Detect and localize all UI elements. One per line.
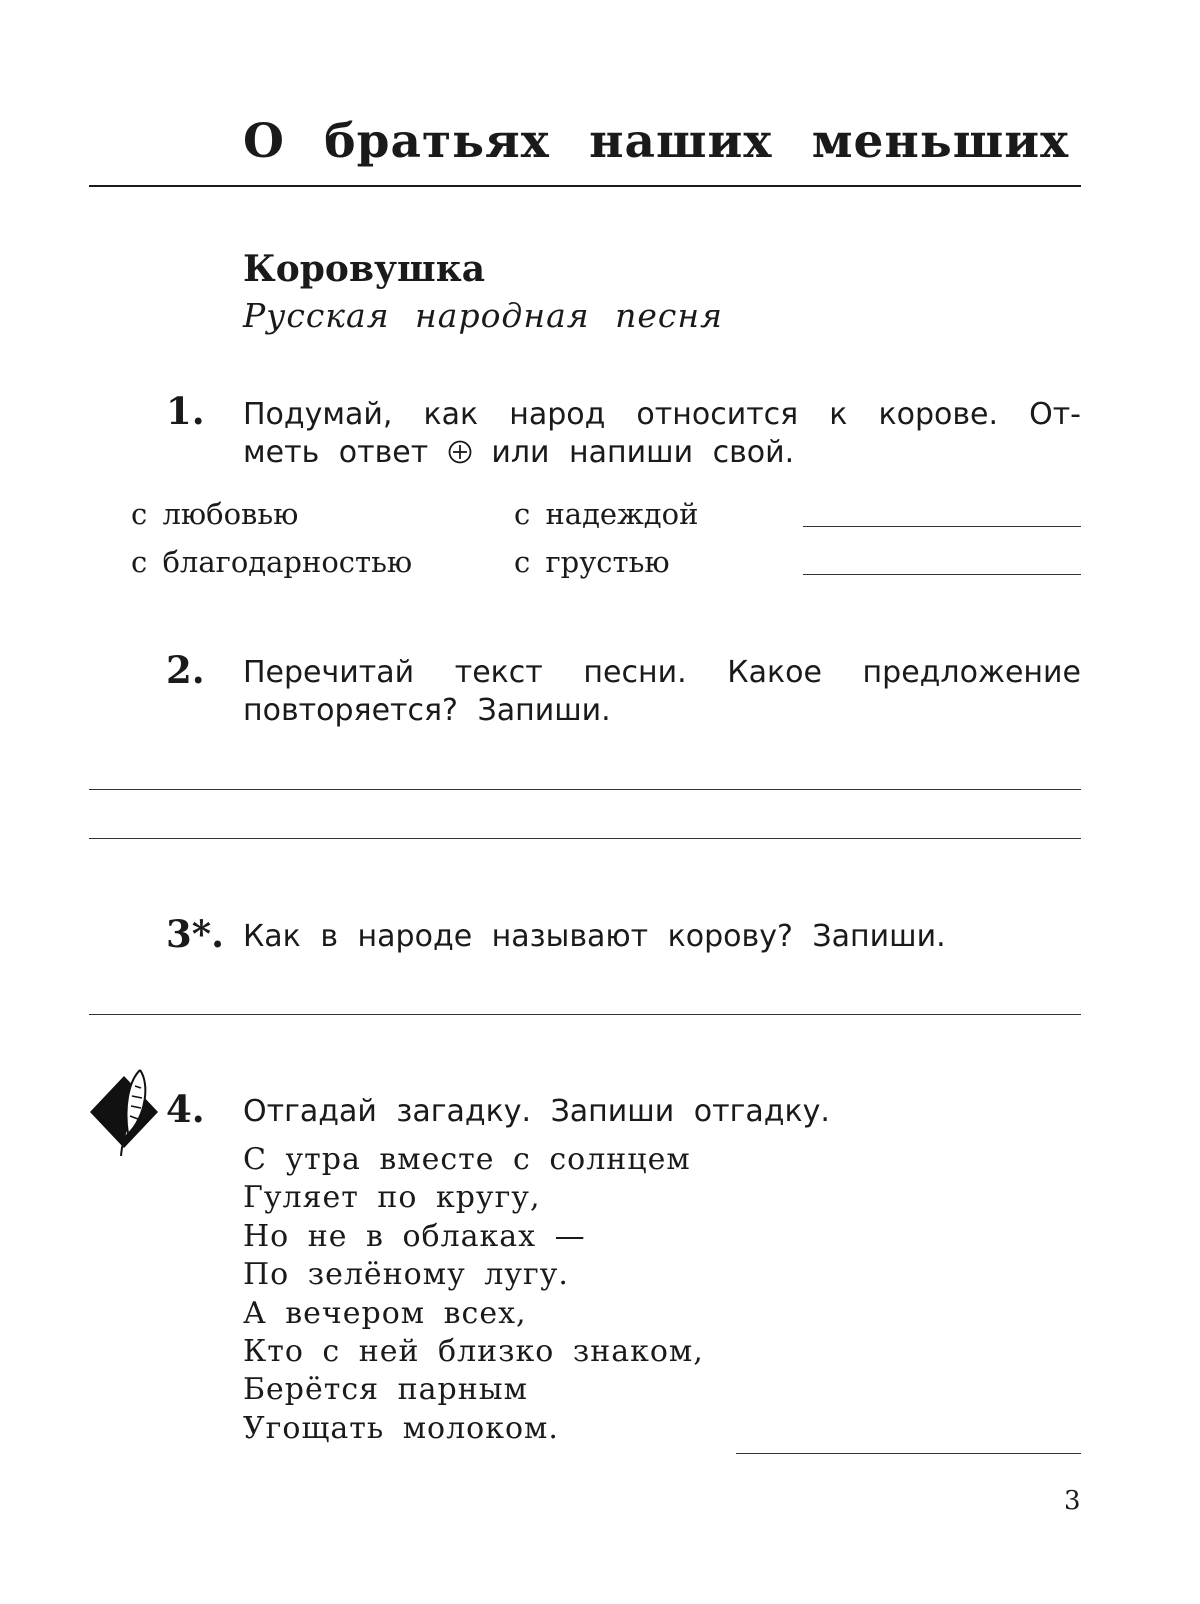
- section-subtitle: Русская народная песня: [243, 296, 723, 335]
- option-sadness[interactable]: с грустью: [514, 545, 670, 579]
- task-2-number: 2.: [166, 648, 205, 692]
- task-3-number: 3*.: [166, 912, 224, 956]
- riddle-line-4: По зелёному лугу.: [243, 1257, 569, 1293]
- task-1-line-1: Подумай, как народ относится к корове. От-: [243, 397, 1081, 432]
- task-1-line-2-start: меть ответ: [243, 435, 429, 470]
- task-4-number: 4.: [166, 1087, 205, 1131]
- answer-line-own-1[interactable]: [803, 526, 1081, 527]
- section-title: Коровушка: [243, 248, 486, 290]
- task-1-text: [243, 396, 1081, 472]
- riddle-line-1: С утра вместе с солнцем: [243, 1142, 691, 1177]
- task-4-text: Отгадай загадку. Запиши отгадку.: [243, 1094, 830, 1129]
- answer-line-task-3[interactable]: [89, 1014, 1081, 1015]
- option-hope[interactable]: с надеждой: [514, 497, 699, 531]
- riddle-line-6: Кто с ней близко знаком,: [243, 1334, 704, 1370]
- task-2-text: [243, 654, 1081, 730]
- task-1-number: 1.: [166, 389, 205, 433]
- answer-line-task-2-1[interactable]: [89, 789, 1081, 790]
- task-1-line-2: [243, 434, 1081, 472]
- option-gratitude[interactable]: с благодарностью: [131, 545, 413, 579]
- riddle-poem: [243, 1141, 704, 1448]
- task-3-text: Как в народе называют корову? Запиши.: [243, 919, 946, 954]
- riddle-line-8: Угощать молоком.: [243, 1410, 559, 1446]
- task-1-line-2-end: или напиши свой.: [491, 435, 795, 470]
- option-love[interactable]: с любовью: [131, 497, 299, 531]
- riddle-line-2: Гуляет по кругу,: [243, 1180, 541, 1216]
- circle-plus-icon: [448, 440, 472, 464]
- riddle-line-5: А вечером всех,: [243, 1295, 527, 1331]
- title-underline: [89, 185, 1081, 187]
- riddle-line-3: Но не в облаках —: [243, 1218, 586, 1254]
- task-2-line-1: Перечитай текст песни. Какое предложение: [243, 655, 1081, 690]
- page-number: 3: [1064, 1486, 1081, 1516]
- task-2-line-2: повторяется? Запиши.: [243, 693, 611, 728]
- answer-line-task-4[interactable]: [736, 1453, 1081, 1454]
- answer-line-own-2[interactable]: [803, 574, 1081, 575]
- page-title: О братьях наших меньших: [243, 114, 1070, 169]
- riddle-line-7: Берётся парным: [243, 1372, 528, 1408]
- answer-line-task-2-2[interactable]: [89, 838, 1081, 839]
- quill-diamond-icon: [88, 1064, 168, 1164]
